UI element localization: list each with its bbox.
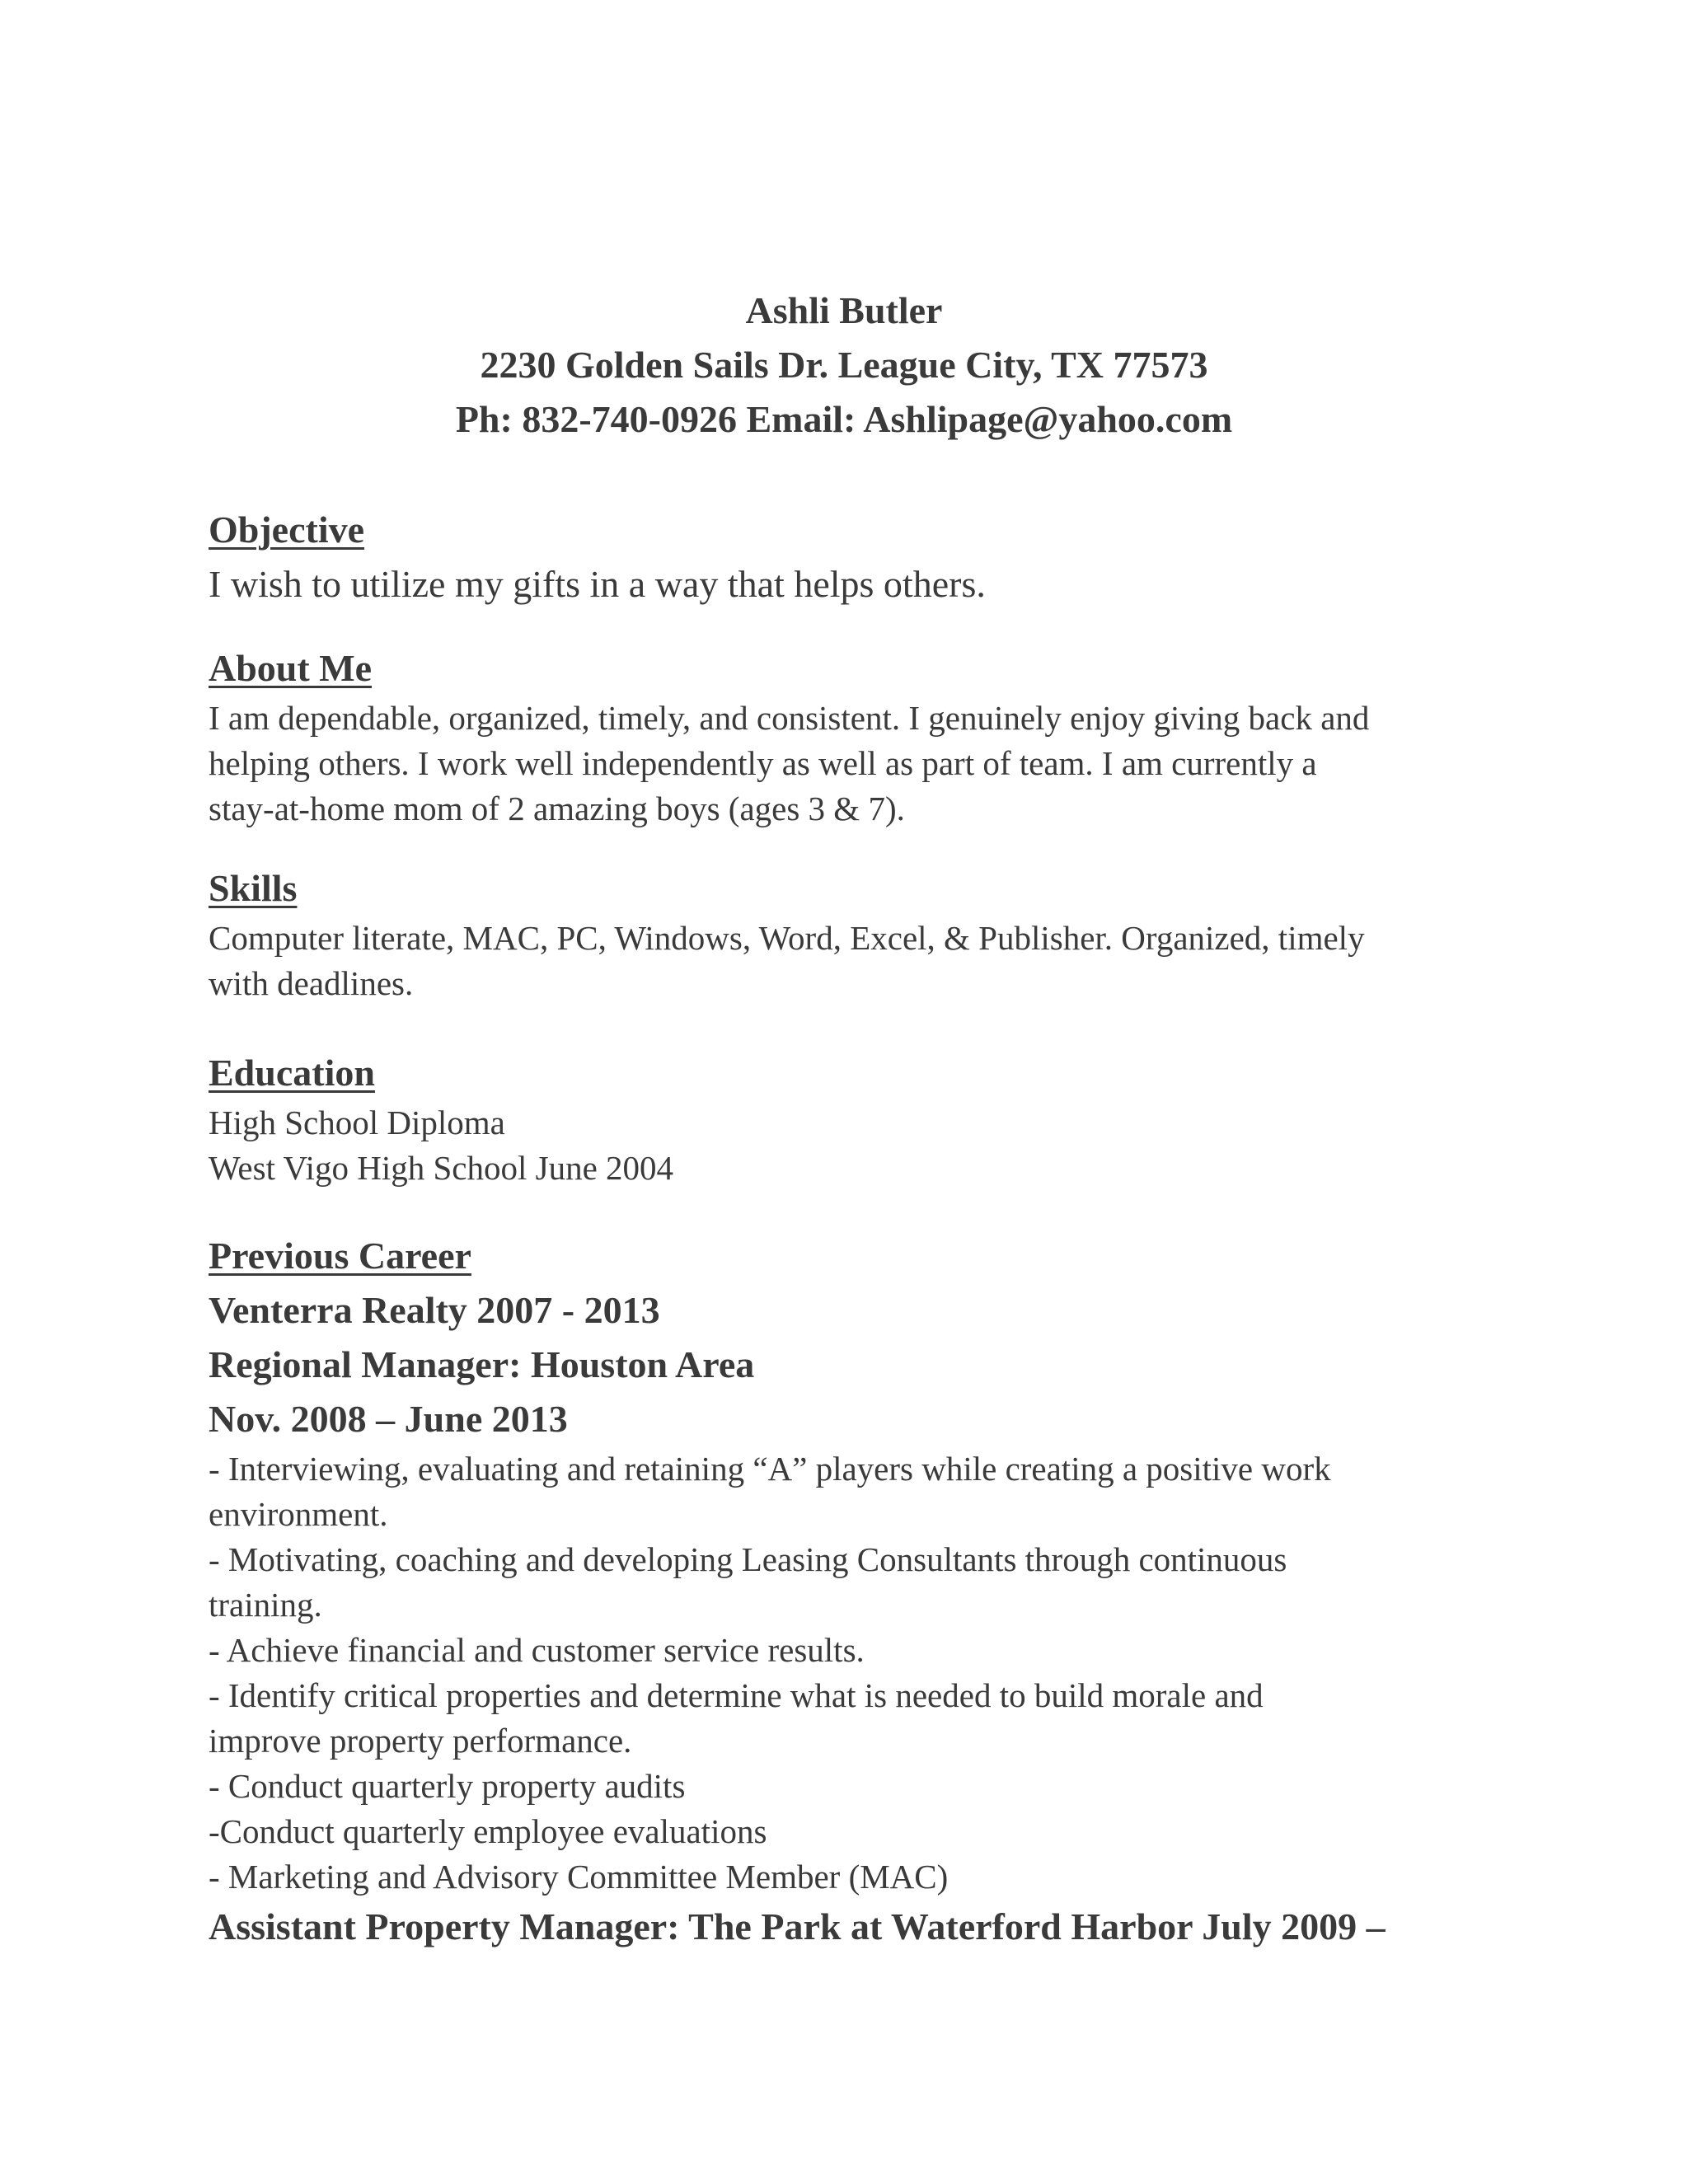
about-heading: About Me bbox=[209, 647, 373, 689]
objective-heading: Objective bbox=[209, 509, 365, 551]
resume-body bbox=[209, 503, 1494, 1954]
career-duty-line: environment. bbox=[209, 1495, 388, 1533]
career-company: Venterra Realty 2007 - 2013 bbox=[209, 1289, 660, 1331]
career-role: Regional Manager: Houston Area bbox=[209, 1343, 755, 1385]
career-duty-line: - Identify critical properties and determine what is needed to build morale and bbox=[209, 1676, 1264, 1714]
education-line: High School Diploma bbox=[209, 1104, 505, 1141]
about-line: helping others. I work well independently as well as part of team. I am currently a bbox=[209, 744, 1317, 782]
education-line: West Vigo High School June 2004 bbox=[209, 1149, 674, 1187]
applicant-name: Ashli Butler bbox=[745, 289, 943, 331]
skills-text bbox=[209, 916, 1494, 1006]
skills-line: with deadlines. bbox=[209, 964, 414, 1002]
career-duty-line: improve property performance. bbox=[209, 1722, 632, 1760]
education-text bbox=[209, 1100, 1494, 1191]
career-duty-line: training. bbox=[209, 1586, 322, 1624]
career-duties bbox=[209, 1446, 1494, 1900]
skills-line: Computer literate, MAC, PC, Windows, Word, Excel, & Publisher. Organized, timely bbox=[209, 919, 1365, 957]
career-duty-line: - Conduct quarterly property audits bbox=[209, 1767, 686, 1805]
applicant-contact: Ph: 832-740-0926 Email: Ashlipage@yahoo.com bbox=[455, 398, 1233, 440]
about-line: I am dependable, organized, timely, and consistent. I genuinely enjoy giving back and bbox=[209, 699, 1370, 737]
about-text bbox=[209, 696, 1494, 832]
career-duty-line: - Interviewing, evaluating and retaining “A” players while creating a positive work bbox=[209, 1450, 1331, 1488]
career-duty-line: - Achieve financial and customer service results. bbox=[209, 1631, 865, 1669]
career-duty-line: -Conduct quarterly employee evaluations bbox=[209, 1812, 767, 1850]
about-section bbox=[209, 641, 1494, 832]
about-line: stay-at-home mom of 2 amazing boys (ages 3 & 7). bbox=[209, 790, 905, 827]
education-heading: Education bbox=[209, 1052, 375, 1094]
resume-header bbox=[0, 284, 1688, 447]
objective-text: I wish to utilize my gifts in a way that helps others. bbox=[209, 563, 986, 605]
skills-section bbox=[209, 861, 1494, 1006]
objective-section bbox=[209, 503, 1494, 612]
career-section bbox=[209, 1229, 1494, 1954]
education-section bbox=[209, 1046, 1494, 1191]
career-heading: Previous Career bbox=[209, 1235, 471, 1277]
career-dates: Nov. 2008 – June 2013 bbox=[209, 1398, 568, 1440]
skills-heading: Skills bbox=[209, 867, 298, 909]
career-duty-line: - Motivating, coaching and developing Leasing Consultants through continuous bbox=[209, 1540, 1287, 1578]
career-next-role: Assistant Property Manager: The Park at Waterford Harbor July 2009 – bbox=[209, 1905, 1386, 1947]
career-duty-line: - Marketing and Advisory Committee Member (MAC) bbox=[209, 1858, 949, 1896]
applicant-address: 2230 Golden Sails Dr. League City, TX 77573 bbox=[480, 344, 1208, 386]
